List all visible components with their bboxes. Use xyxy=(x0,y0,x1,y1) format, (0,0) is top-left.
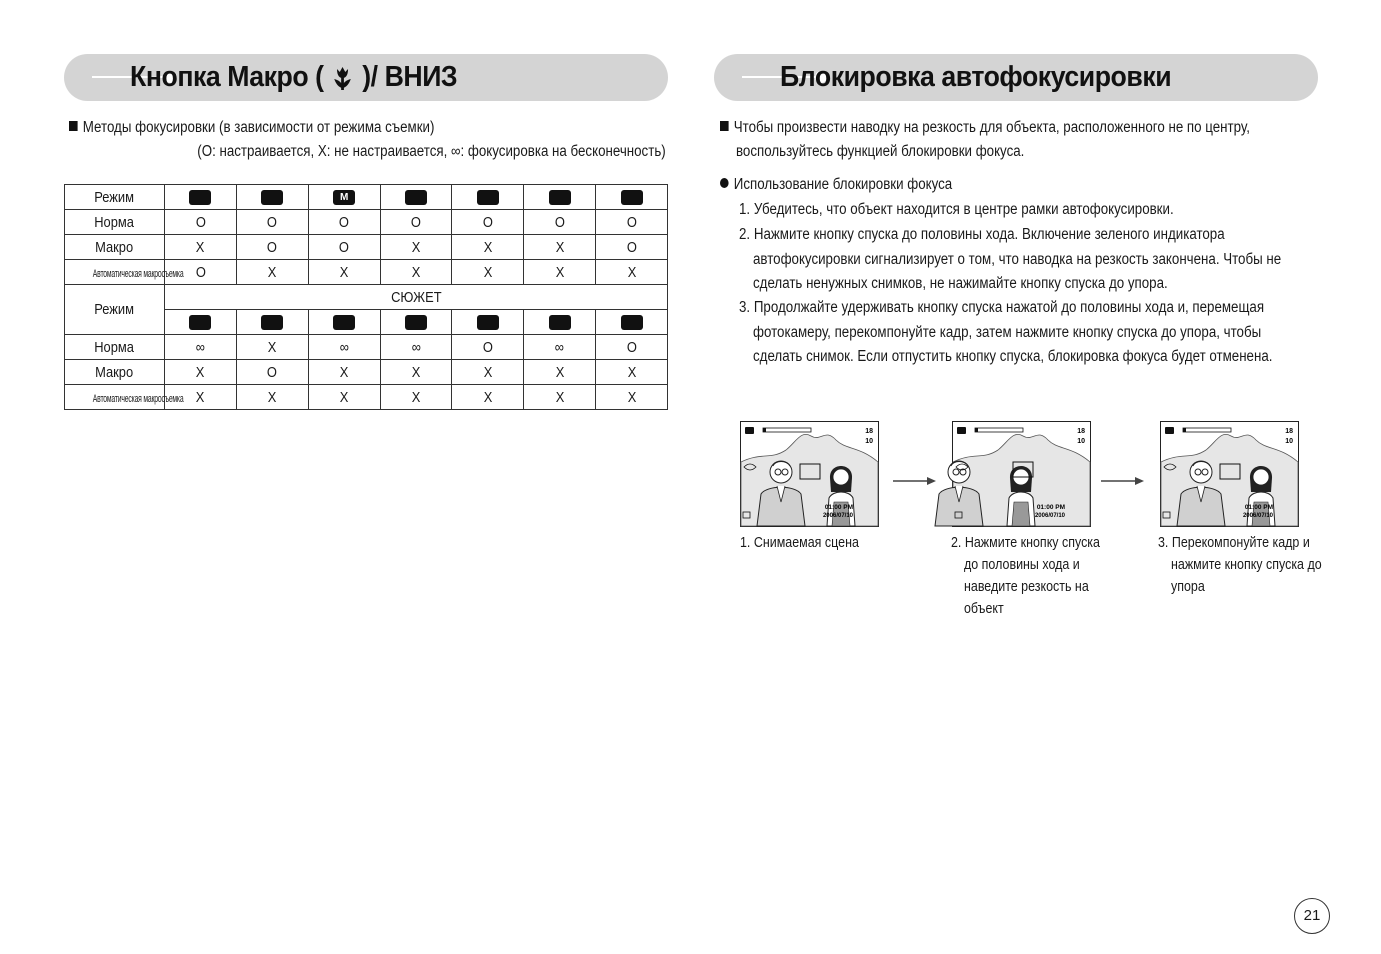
focus-value-cell: O xyxy=(165,260,237,285)
round-bullet-icon xyxy=(720,178,729,188)
mode-header-cell xyxy=(380,185,452,210)
focus-value-cell: ∞ xyxy=(308,335,380,360)
mode-header-cell xyxy=(596,310,668,335)
scene-header-cell: СЮЖЕТ xyxy=(165,285,668,310)
focus-value-cell: X xyxy=(524,260,596,285)
focus-value-cell: X xyxy=(524,235,596,260)
focus-value-cell: X xyxy=(524,360,596,385)
focus-value-cell: X xyxy=(380,260,452,285)
row-label: Макро xyxy=(65,360,165,385)
scene-2-screen xyxy=(952,421,1091,527)
night-icon xyxy=(405,190,427,205)
mode-header-cell xyxy=(308,310,380,335)
step-1-line: 1. Убедитесь, что объект находится в центре рамки автофокусировки. xyxy=(739,201,1174,218)
step-2-line: сделать ненужных снимков, не нажимайте кнопку спуска до упора. xyxy=(753,275,1168,292)
step-number: 2. xyxy=(739,226,751,243)
screen-overlay-text: 18 xyxy=(1285,428,1293,435)
step-number: 3. xyxy=(739,299,751,316)
close-up-icon xyxy=(261,315,283,330)
focus-value-cell: ∞ xyxy=(380,335,452,360)
dawn-icon xyxy=(405,315,427,330)
focus-value-cell: O xyxy=(308,235,380,260)
intro-text-line2: воспользуйтесь функцией блокировки фокуса. xyxy=(736,143,1025,160)
focus-value-cell: O xyxy=(380,210,452,235)
focus-value-cell: X xyxy=(380,360,452,385)
screen-overlay-text: 10 xyxy=(1285,438,1293,445)
caption-3-line: упора xyxy=(1171,579,1205,595)
focus-value-cell: O xyxy=(308,210,380,235)
movie-icon xyxy=(621,190,643,205)
focus-value-cell: X xyxy=(596,260,668,285)
focus-value-cell: O xyxy=(596,335,668,360)
mode-header-cell xyxy=(380,310,452,335)
step-number: 1. xyxy=(739,201,751,218)
mode-header-cell xyxy=(236,185,308,210)
screen-overlay-text: 01:00 PM xyxy=(1036,504,1065,511)
fireworks-icon xyxy=(549,315,571,330)
mode-header-cell xyxy=(165,185,237,210)
screen-overlay-text: 01:00 PM xyxy=(824,504,853,511)
focus-value-cell: O xyxy=(236,210,308,235)
screen-overlay-text: 18 xyxy=(1077,428,1085,435)
focus-value-cell: X xyxy=(524,385,596,410)
scene-1-screen xyxy=(740,421,879,527)
mode-header-cell xyxy=(524,185,596,210)
mode-header-cell xyxy=(165,310,237,335)
row-label: Автоматическая макросъемка xyxy=(65,260,165,285)
mode-header-cell xyxy=(452,185,524,210)
focus-value-cell: O xyxy=(452,210,524,235)
step-3-line: 3. Продолжайте удерживать кнопку спуска нажатой до половины хода и, перемещая xyxy=(739,299,1265,316)
focus-value-cell: X xyxy=(596,385,668,410)
mode-header-cell xyxy=(596,185,668,210)
focus-value-cell: O xyxy=(236,235,308,260)
row-label: Автоматическая макросъемка xyxy=(65,385,165,410)
row-label: Норма xyxy=(65,210,165,235)
screen-overlay-text: 18 xyxy=(865,428,873,435)
focus-value-cell: O xyxy=(452,335,524,360)
caption-2-line: 2. Нажмите кнопку спуска xyxy=(951,535,1100,551)
focus-value-cell: O xyxy=(236,360,308,385)
intro-text-line1: Чтобы произвести наводку на резкость для объекта, расположенного не по центру, xyxy=(720,118,1250,138)
focus-value-cell: X xyxy=(452,235,524,260)
auto-camera-icon xyxy=(189,190,211,205)
focus-value-cell: X xyxy=(308,260,380,285)
screen-overlay-text: 2006/07/10 xyxy=(1034,513,1065,519)
caption-3-line: нажмите кнопку спуска до xyxy=(1171,557,1322,573)
focus-value-cell: X xyxy=(165,235,237,260)
program-camera-icon xyxy=(261,190,283,205)
focus-value-cell: X xyxy=(308,360,380,385)
focus-methods-text: Методы фокусировки (в зависимости от режима съемки) xyxy=(69,118,434,138)
sunset-icon xyxy=(333,315,355,330)
square-bullet-icon xyxy=(720,121,729,131)
focus-value-cell: O xyxy=(596,210,668,235)
usage-heading: Использование блокировки фокуса xyxy=(720,175,952,195)
arrow-right-icon xyxy=(893,476,937,486)
caption-1-line: 1. Снимаемая сцена xyxy=(740,535,859,551)
focus-value-cell: X xyxy=(452,360,524,385)
caption-3-line: 3. Перекомпонуйте кадр и xyxy=(1158,535,1310,551)
screen-overlay-text: 2006/07/10 xyxy=(822,513,853,519)
arrow-right-icon xyxy=(1101,476,1145,486)
focus-value-cell: X xyxy=(380,385,452,410)
step-3-line: сделать снимок. Если отпустить кнопку спуска, блокировка фокуса будет отменена. xyxy=(753,348,1273,365)
step-2-line: 2. Нажмите кнопку спуска до половины хода. Включение зеленого индикатора xyxy=(739,226,1225,243)
screen-overlay-text: 10 xyxy=(865,438,873,445)
screen-overlay-text: 10 xyxy=(1077,438,1085,445)
caption-2-line: объект xyxy=(964,601,1004,617)
page-number: 21 xyxy=(1294,898,1330,934)
right-page-title: Блокировка автофокусировки xyxy=(780,61,1172,93)
focus-value-cell: X xyxy=(452,260,524,285)
mode-header-cell xyxy=(308,185,380,210)
screen-overlay-text: 01:00 PM xyxy=(1244,504,1273,511)
manual-m-icon: M xyxy=(333,190,355,205)
step-2-line: автофокусировки сигнализирует о том, что наводка на резкость закончена. Чтобы не xyxy=(753,250,1282,268)
right-header-bar xyxy=(714,54,1318,101)
beach-snow-icon xyxy=(621,315,643,330)
mode-header-cell xyxy=(236,310,308,335)
focus-mode-table xyxy=(64,184,668,410)
focus-value-cell: ∞ xyxy=(165,335,237,360)
row-label: Режим xyxy=(65,285,165,335)
left-page-title: Кнопка Макро ( )/ ВНИЗ xyxy=(130,61,458,93)
backlight-icon xyxy=(477,315,499,330)
step-3-line: фотокамеру, перекомпонуйте кадр, затем нажмите кнопку спуска до упора, чтобы xyxy=(753,323,1262,341)
caption-2-line: наведите резкость на xyxy=(964,579,1089,595)
focus-value-cell: X xyxy=(380,235,452,260)
mode-header-cell xyxy=(524,310,596,335)
focus-value-cell: X xyxy=(596,360,668,385)
row-label: Режим xyxy=(65,185,165,210)
square-bullet-icon xyxy=(69,121,78,131)
scene-3-screen xyxy=(1160,421,1299,527)
focus-value-cell: X xyxy=(165,385,237,410)
focus-value-cell: X xyxy=(452,385,524,410)
focus-value-cell: X xyxy=(236,335,308,360)
macro-flower-icon xyxy=(329,61,357,91)
focus-value-cell: O xyxy=(165,210,237,235)
left-header-bar xyxy=(64,54,668,101)
focus-value-cell: ∞ xyxy=(524,335,596,360)
dis-icon xyxy=(477,190,499,205)
row-label: Макро xyxy=(65,235,165,260)
focus-legend-text: (O: настраивается, X: не настраивается, ∞: фокусировка на бесконечность) xyxy=(197,143,666,160)
screen-overlay-text: 2006/07/10 xyxy=(1242,513,1273,519)
focus-value-cell: O xyxy=(524,210,596,235)
landscape-icon xyxy=(189,315,211,330)
caption-2-line: до половины хода и xyxy=(964,557,1080,573)
mode-header-cell xyxy=(452,310,524,335)
focus-value-cell: O xyxy=(596,235,668,260)
focus-value-cell: X xyxy=(236,385,308,410)
portrait-icon xyxy=(549,190,571,205)
focus-value-cell: X xyxy=(165,360,237,385)
focus-value-cell: X xyxy=(308,385,380,410)
focus-value-cell: X xyxy=(236,260,308,285)
row-label: Норма xyxy=(65,335,165,360)
